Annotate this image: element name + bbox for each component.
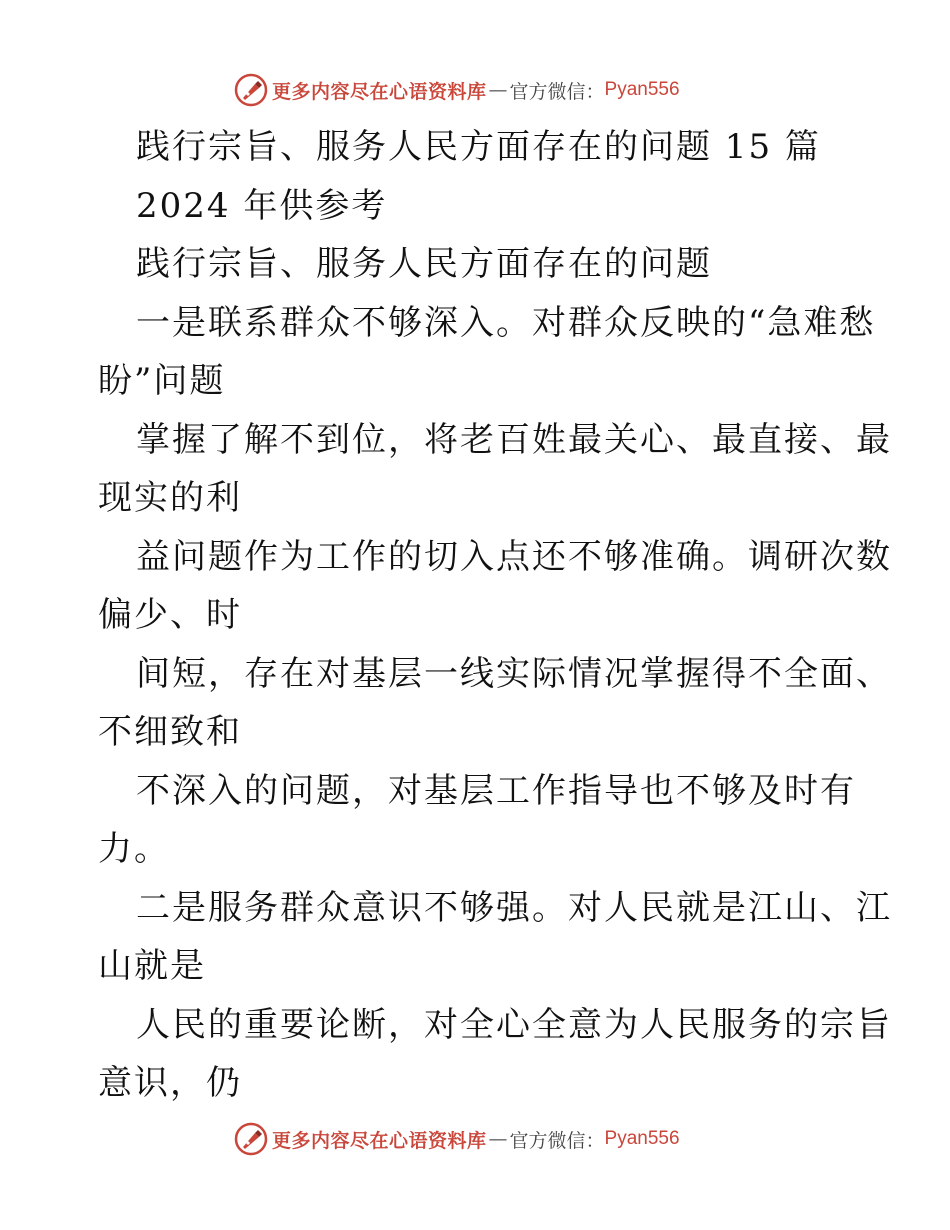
banner-separator: — <box>488 1128 508 1150</box>
paragraph-line: 山就是 <box>98 946 206 986</box>
banner-wechat-id: Pyan556 <box>604 79 680 100</box>
paragraph-line: 现实的利 <box>98 478 242 518</box>
pen-nib-logo-icon <box>234 73 268 107</box>
banner-separator: — <box>488 79 508 101</box>
banner-site-name: 更多内容尽在心语资料库 <box>272 1129 487 1152</box>
banner-wechat-label: 官方微信： <box>509 80 605 103</box>
paragraph-line: 偏少、时 <box>98 595 242 635</box>
pen-nib-logo-icon <box>234 1122 268 1156</box>
footer-watermark-banner <box>234 1121 680 1157</box>
doc-title-line-2: 2024 年供参考 <box>136 185 388 226</box>
paragraph-line: 人民的重要论断，对全心全意为人民服务的宗旨 <box>136 1004 892 1045</box>
paragraph-line: 一是联系群众不够深入。对群众反映的“急难愁 <box>136 302 876 343</box>
banner-wechat-id: Pyan556 <box>604 1128 680 1149</box>
paragraph-line: 意识，仍 <box>98 1063 242 1103</box>
paragraph-line: 间短，存在对基层一线实际情况掌握得不全面、 <box>136 653 892 694</box>
paragraph-line: 盼”问题 <box>98 361 226 401</box>
paragraph-line: 力。 <box>98 829 170 869</box>
paragraph-line: 不深入的问题，对基层工作指导也不够及时有 <box>136 770 856 811</box>
document-body <box>98 118 892 1113</box>
header-watermark-banner <box>234 72 680 108</box>
banner-site-name: 更多内容尽在心语资料库 <box>272 80 487 103</box>
banner-wechat-label: 官方微信： <box>509 1129 605 1152</box>
paragraph-line: 不细致和 <box>98 712 242 752</box>
paragraph-line: 二是服务群众意识不够强。对人民就是江山、江 <box>136 887 892 928</box>
paragraph-line: 益问题作为工作的切入点还不够准确。调研次数 <box>136 536 892 577</box>
paragraph-line: 掌握了解不到位，将老百姓最关心、最直接、最 <box>136 419 892 460</box>
doc-title-line-1: 践行宗旨、服务人民方面存在的问题 15 篇 <box>136 127 821 167</box>
section-heading: 践行宗旨、服务人民方面存在的问题 <box>136 244 712 284</box>
